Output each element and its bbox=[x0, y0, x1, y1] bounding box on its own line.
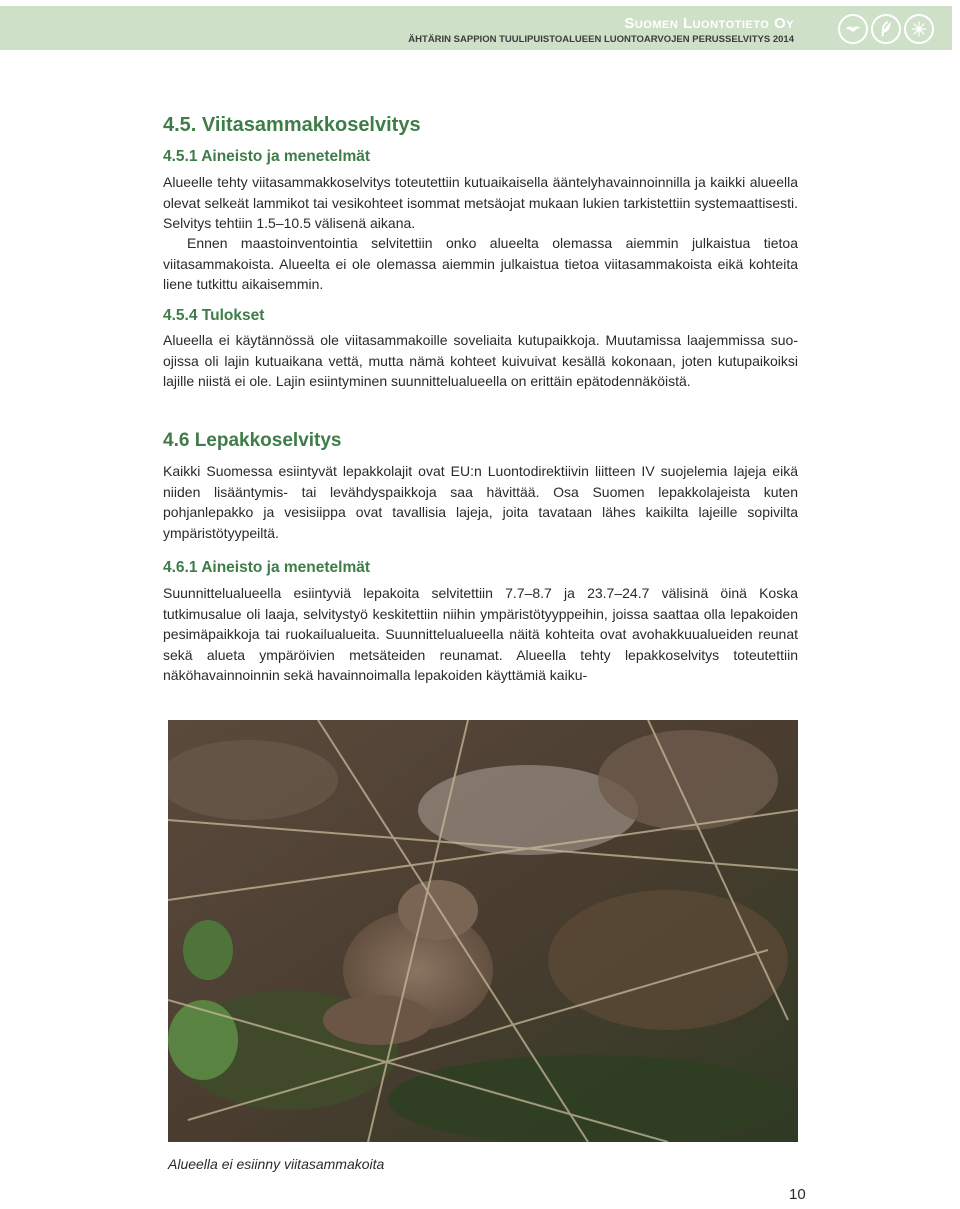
section-title-4-5-4: 4.5.4 Tulokset bbox=[163, 307, 265, 324]
paragraph-4-6: Kaikki Suomessa esiintyvät lepakkolajit ovat EU:n Luontodirektiivin liitteen IV suojelemia lajeja eikä niiden lisääntymis- tai levähdyspaikkoja saa hävittää. Osa Suomen lepakkolajeista kuten pohjanlepakko ja vesisiippa ovat tavallisia lajeja, joita tavataan lähes kaikilta lajeille sopivilta ympäristötyypeiltä. bbox=[163, 463, 798, 541]
section-title-4-6: 4.6 Lepakkoselvitys bbox=[163, 430, 342, 451]
section-title-4-5-1: 4.5.1 Aineisto ja menetelmät bbox=[163, 148, 371, 165]
page-number: 10 bbox=[789, 1186, 806, 1203]
section-title-4-6-1: 4.6.1 Aineisto ja menetelmät bbox=[163, 559, 371, 576]
section-title-4-5: 4.5. Viitasammakkoselvitys bbox=[163, 114, 421, 136]
paragraph-4-5-4: Alueella ei käytännössä ole viitasammakoille soveliaita kutupaikkoja. Muutamissa laajemmissa suo-ojissa oli lajin kutuaikana vettä, mutta nämä kohteet kuivuivat kesällä kokonaan, joten kutupaikoiksi lajille niistä ei ole. Lajin esiintyminen suunnittelualueella on erittäin epätodennäköistä. bbox=[163, 332, 798, 390]
frog-photo bbox=[168, 720, 798, 1142]
photo-caption: Alueella ei esiinny viitasammakoita bbox=[168, 1156, 385, 1172]
paragraph-4-5-1-a: Alueelle tehty viitasammakkoselvitys toteutettiin kutuaikaisella ääntelyhavainnoinnilla ja kaikki alueella olevat selkeät lammikot tai vesikohteet isommat metsäojat mukaan lukien tarkistettiin systemaattisesti. Selvitys tehtiin 1.5–10.5 välisenä aikana. bbox=[163, 174, 798, 232]
insect-logo-icon bbox=[904, 14, 934, 44]
report-subtitle: ÄHTÄRIN SAPPION TUULIPUISTOALUEEN LUONTOARVOJEN PERUSSELVITYS 2014 bbox=[408, 34, 794, 45]
bird-logo-icon bbox=[838, 14, 868, 44]
company-name: Suomen Luontotieto Oy bbox=[624, 15, 794, 32]
paragraph-4-6-1: Suunnittelualueella esiintyviä lepakoita selvitettiin 7.7–8.7 ja 23.7–24.7 välisinä öinä Koska tutkimusalue oli laaja, selvitystyö keskitettiin niihin ympäristötyyppeihin, joissa saattaa olla lepakoiden pesimäpaikkoja tai ruokailualueita. Suunnittelualueella näitä kohteita ovat avohakkuualueiden reunat sekä alueta ympäröivien metsäteiden reunamat. Alueella tehty lepakkoselvitys toteutettiin näköhavainnoinnin sekä havainnoimalla lepakoiden käyttämiä kaiku- bbox=[163, 585, 798, 684]
page-header bbox=[0, 6, 952, 50]
logo-group bbox=[838, 14, 934, 44]
paragraph-4-5-1-b: Ennen maastoinventointia selvitettiin onko alueelta olemassa aiemmin julkaistua tietoa viitasammakoista. Alueelta ei ole olemassa aiemmin julkaistua tietoa viitasammakoista eikä kohteita liene tutkittu aikaisemmin. bbox=[163, 235, 798, 293]
leaf-logo-icon bbox=[871, 14, 901, 44]
